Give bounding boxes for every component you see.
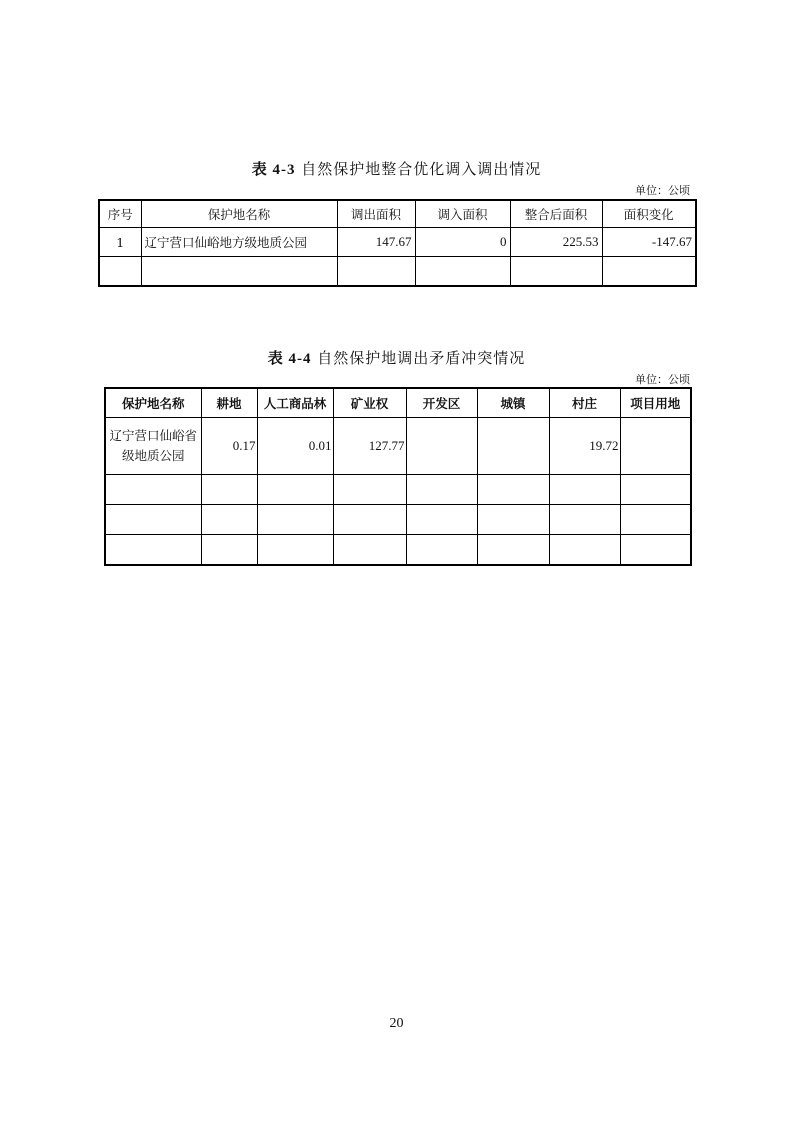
table-cell [602,257,696,287]
table-cell: 127.77 [333,418,406,475]
header-cell: 开发区 [406,388,477,418]
table-cell: -147.67 [602,228,696,257]
table-cell [406,418,477,475]
table-cell [477,418,549,475]
page-number: 20 [389,1016,404,1031]
header-cell: 序号 [99,200,141,228]
table-4-3-title: 自然保护地整合优化调入调出情况 [301,160,542,178]
header-cell: 项目用地 [620,388,691,418]
table-row [105,418,691,475]
table-header-row [99,200,696,228]
header-cell: 人工商品林 [257,388,333,418]
table-cell [406,505,477,535]
table-4-3-caption [0,158,793,179]
table-4-4-number: 表 4-4 [267,351,312,367]
table-cell [477,535,549,566]
table-row [105,475,691,505]
table-cell [620,535,691,566]
table-cell [549,505,620,535]
table-cell [620,418,691,475]
table-cell [105,535,201,566]
table-cell: 19.72 [549,418,620,475]
table-cell: 0.01 [257,418,333,475]
table-cell [406,475,477,505]
table-cell [406,535,477,566]
table-4-3 [98,199,697,287]
table-cell [549,475,620,505]
table-cell [99,257,141,287]
table-cell [337,257,415,287]
table-cell: 0 [415,228,510,257]
table-cell: 147.67 [337,228,415,257]
table-cell [257,505,333,535]
table-cell [477,505,549,535]
table-4-3-number: 表 4-3 [251,162,296,178]
table-row [105,535,691,566]
table-cell: 0.17 [201,418,257,475]
header-cell: 耕地 [201,388,257,418]
table-cell [620,505,691,535]
table-cell: 225.53 [510,228,602,257]
table-cell [105,475,201,505]
header-cell: 整合后面积 [510,200,602,228]
header-cell: 面积变化 [602,200,696,228]
table-cell [201,535,257,566]
table-cell [333,505,406,535]
header-cell: 调出面积 [337,200,415,228]
table-cell [257,475,333,505]
table-cell [415,257,510,287]
table-4-4-unit: 单位：公顷 [635,373,690,386]
table-4-4 [104,387,692,566]
table-4-4-title: 自然保护地调出矛盾冲突情况 [317,349,526,367]
table-row [99,257,696,287]
table-cell [201,475,257,505]
header-cell: 保护地名称 [105,388,201,418]
table-cell [510,257,602,287]
header-cell: 保护地名称 [141,200,337,228]
table-cell [257,535,333,566]
table-row [105,505,691,535]
table-cell [141,257,337,287]
table-cell: 辽宁营口仙峪地方级地质公园 [141,228,337,257]
table-cell [105,505,201,535]
table-4-4-caption [0,347,793,368]
table-cell: 1 [99,228,141,257]
header-cell: 矿业权 [333,388,406,418]
table-header-row [105,388,691,418]
table-cell [201,505,257,535]
header-cell: 调入面积 [415,200,510,228]
table-cell [477,475,549,505]
table-cell [333,475,406,505]
table-cell [333,535,406,566]
table-cell [549,535,620,566]
table-row [99,228,696,257]
header-cell: 城镇 [477,388,549,418]
table-cell: 辽宁营口仙峪省级地质公园 [105,418,201,475]
table-4-3-unit: 单位：公顷 [635,184,690,197]
header-cell: 村庄 [549,388,620,418]
table-cell [620,475,691,505]
